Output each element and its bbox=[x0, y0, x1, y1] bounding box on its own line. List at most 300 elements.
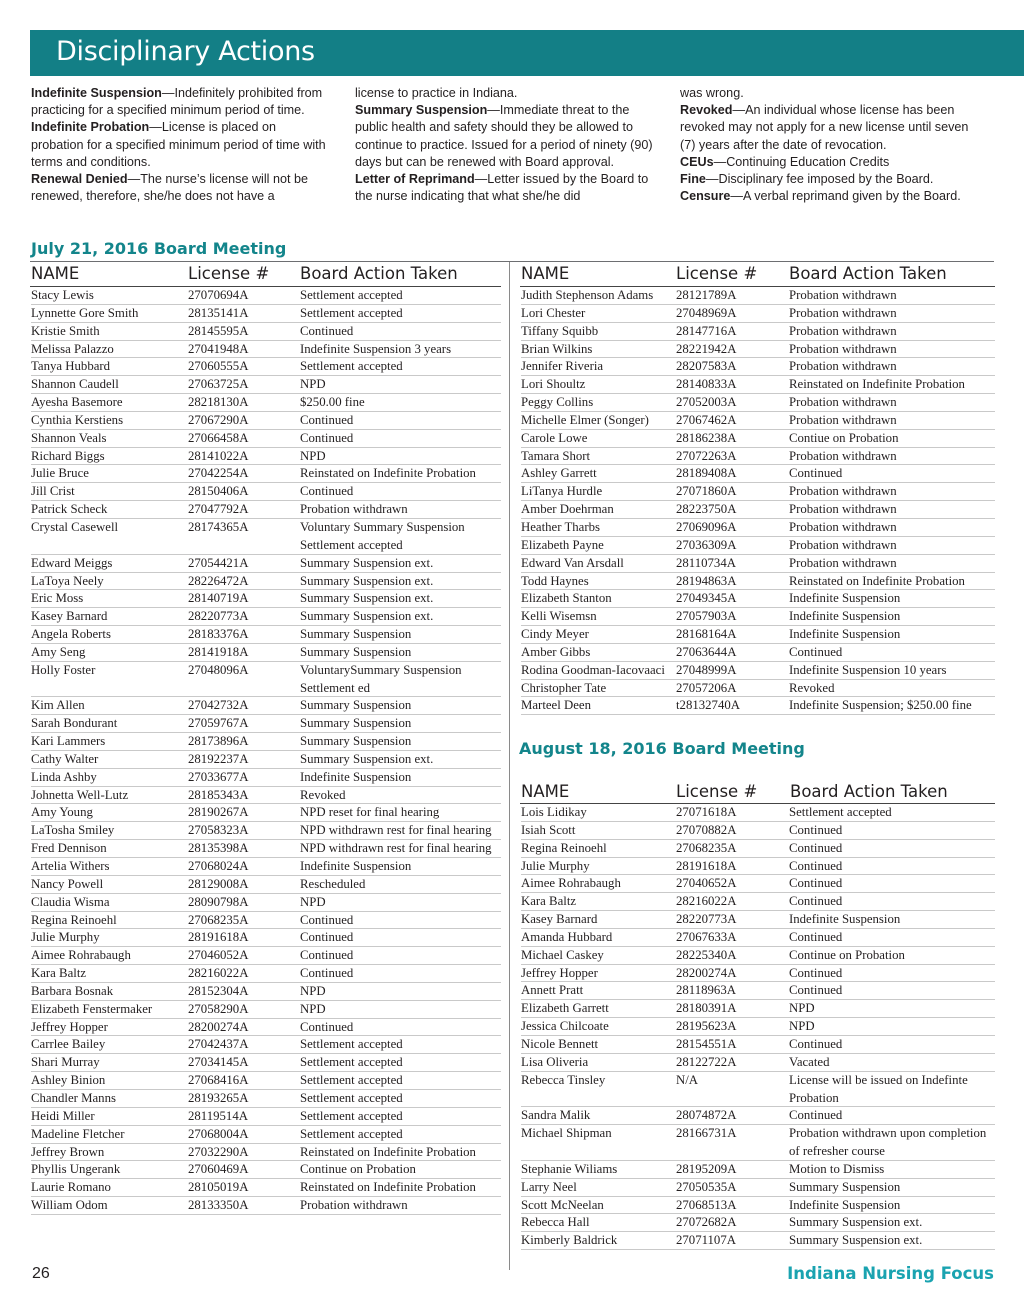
table-row bbox=[521, 608, 995, 626]
meeting-1-table-left bbox=[31, 287, 501, 1215]
header-license: License # bbox=[188, 264, 270, 283]
definition-text: —Continuing Education Credits bbox=[713, 154, 890, 169]
board-action: Continued bbox=[300, 1019, 354, 1034]
journal-name: Indiana Nursing Focus bbox=[787, 1264, 994, 1283]
table-row bbox=[521, 465, 995, 483]
board-action: Summary Suspension ext. bbox=[300, 591, 434, 606]
definitions-column-2 bbox=[355, 85, 665, 205]
table-row bbox=[31, 358, 501, 376]
license-number: 28122722A bbox=[676, 1054, 737, 1069]
header-action: Board Action Taken bbox=[789, 264, 947, 283]
board-action: Settlement accepted bbox=[300, 1073, 403, 1088]
license-number: 27063644A bbox=[676, 644, 737, 659]
nurse-name: Rebecca Tinsley bbox=[521, 1072, 606, 1087]
license-number: 28189408A bbox=[676, 466, 737, 481]
board-action: Continue on Probation bbox=[789, 947, 905, 962]
license-number: 27068235A bbox=[188, 912, 249, 927]
license-number: 27070694A bbox=[188, 288, 249, 302]
board-action: Continued bbox=[300, 930, 354, 945]
table-row bbox=[31, 733, 501, 751]
nurse-name: Fred Dennison bbox=[31, 841, 107, 856]
table-row bbox=[521, 341, 995, 359]
table-row bbox=[521, 555, 995, 573]
license-number: 28225340A bbox=[676, 947, 737, 962]
table-row bbox=[521, 1107, 995, 1125]
column-divider bbox=[509, 262, 510, 1270]
license-number: 27054421A bbox=[188, 555, 249, 570]
table-row bbox=[521, 965, 995, 983]
board-action: Probation withdrawn bbox=[789, 448, 897, 463]
nurse-name: Nicole Bennett bbox=[521, 1036, 599, 1051]
license-number: 28110734A bbox=[676, 555, 736, 570]
table-row bbox=[521, 1000, 995, 1018]
table-row bbox=[521, 1161, 995, 1179]
table-row bbox=[31, 965, 501, 983]
definition-term: Revoked bbox=[680, 103, 733, 118]
license-number: 27057206A bbox=[676, 680, 737, 695]
board-action: Indefinite Suspension bbox=[300, 859, 412, 873]
nurse-name: Peggy Collins bbox=[521, 395, 594, 410]
board-action: Probation withdrawn bbox=[789, 484, 897, 499]
license-number: 28140833A bbox=[676, 377, 737, 392]
board-action: Settlement accepted bbox=[300, 1055, 403, 1070]
license-number: 27033677A bbox=[188, 769, 249, 784]
nurse-name: Regina Reinoehl bbox=[31, 912, 117, 927]
nurse-name: Melissa Palazzo bbox=[31, 341, 114, 356]
board-action: Indefinite Suspension 10 years bbox=[789, 662, 947, 677]
definition-term: Renewal Denied bbox=[31, 172, 128, 187]
definition-text: —An individual whose license has been revoked may not apply for a new license until seven (7) years after the date of revocation. bbox=[680, 103, 969, 152]
board-action: Continued bbox=[300, 966, 354, 981]
nurse-name: Claudia Wisma bbox=[31, 894, 110, 909]
nurse-name: Patrick Scheck bbox=[31, 502, 108, 517]
license-number: 27058323A bbox=[188, 823, 249, 838]
table-row bbox=[31, 751, 501, 769]
table-row bbox=[521, 323, 995, 341]
license-number: 27052003A bbox=[676, 395, 737, 410]
nurse-name: Kelli Wisemsn bbox=[521, 609, 597, 624]
nurse-name: Angela Roberts bbox=[31, 627, 111, 642]
board-action: Indefinite Suspension bbox=[789, 591, 901, 606]
license-number: 27070882A bbox=[676, 822, 737, 837]
license-number: 27068235A bbox=[676, 840, 737, 855]
license-number: 28183376A bbox=[188, 627, 249, 642]
board-action: Continued bbox=[300, 430, 354, 445]
license-number: 28193265A bbox=[188, 1090, 249, 1105]
license-number: 27050535A bbox=[676, 1179, 737, 1194]
board-action: Summary Suspension ext. bbox=[300, 573, 434, 588]
table-row bbox=[31, 1001, 501, 1019]
board-action: Probation withdrawn bbox=[300, 1198, 408, 1213]
nurse-name: Kasey Barnard bbox=[31, 609, 108, 624]
table-row bbox=[521, 893, 995, 911]
license-number: 27069096A bbox=[676, 519, 737, 534]
board-action: Probation withdrawn bbox=[789, 537, 897, 552]
table-row bbox=[521, 1036, 995, 1054]
board-action: Continued bbox=[789, 1036, 843, 1051]
board-action: Rescheduled bbox=[300, 876, 366, 891]
nurse-name: Rebecca Hall bbox=[521, 1215, 590, 1230]
table-row bbox=[31, 1179, 501, 1197]
license-number: 28141918A bbox=[188, 644, 249, 659]
board-action: Indefinite Suspension bbox=[789, 1197, 901, 1212]
nurse-name: Julie Bruce bbox=[31, 466, 89, 481]
nurse-name: Ashley Binion bbox=[31, 1073, 106, 1088]
table-row bbox=[521, 430, 995, 448]
table-row bbox=[521, 394, 995, 412]
table-row bbox=[521, 519, 995, 537]
license-number: 27068416A bbox=[188, 1073, 249, 1088]
board-action: Summary Suspension ext. bbox=[789, 1233, 923, 1248]
table-header-meeting-2 bbox=[521, 782, 995, 804]
nurse-name: Artelia Withers bbox=[31, 859, 110, 873]
nurse-name: Heather Tharbs bbox=[521, 519, 600, 534]
table-row bbox=[521, 501, 995, 519]
license-number: N/A bbox=[676, 1072, 699, 1087]
table-row bbox=[31, 483, 501, 501]
nurse-name: Tiffany Squibb bbox=[521, 323, 599, 338]
table-row bbox=[521, 483, 995, 501]
header-action: Board Action Taken bbox=[300, 264, 458, 283]
definition-text: —A verbal reprimand given by the Board. bbox=[730, 189, 961, 204]
license-number: 27040652A bbox=[676, 876, 737, 891]
board-action: Reinstated on Indefinite Probation bbox=[300, 1180, 476, 1195]
nurse-name: Linda Ashby bbox=[31, 769, 97, 784]
nurse-name: Kari Lammers bbox=[31, 734, 106, 749]
license-number: 27072263A bbox=[676, 448, 737, 463]
nurse-name: Elizabeth Payne bbox=[521, 537, 604, 552]
license-number: 28191618A bbox=[188, 930, 249, 945]
board-action: Settlement accepted bbox=[300, 1090, 403, 1105]
license-number: 27048096A bbox=[188, 662, 249, 677]
table-row bbox=[521, 1197, 995, 1215]
board-action: Probation withdrawn upon completion of refresher course bbox=[789, 1126, 987, 1159]
nurse-name: Rodina Goodman-Iacovaaci bbox=[521, 662, 665, 677]
board-action: Continued bbox=[300, 412, 354, 427]
table-row bbox=[521, 858, 995, 876]
nurse-name: Aimee Rohrabaugh bbox=[521, 876, 621, 891]
nurse-name: Cindy Meyer bbox=[521, 627, 589, 642]
table-row bbox=[31, 858, 501, 876]
license-number: 27063725A bbox=[188, 377, 249, 392]
nurse-name: Elizabeth Garrett bbox=[521, 1001, 609, 1016]
board-action: Continued bbox=[789, 965, 843, 980]
board-action: Probation withdrawn bbox=[789, 502, 897, 517]
table-row bbox=[31, 1019, 501, 1037]
board-action: Indefinite Suspension bbox=[300, 769, 412, 784]
license-number: 27068024A bbox=[188, 859, 249, 873]
license-number: 27072682A bbox=[676, 1215, 737, 1230]
board-action: Continued bbox=[300, 912, 354, 927]
definition bbox=[680, 154, 980, 171]
nurse-name: Kimberly Baldrick bbox=[521, 1233, 618, 1248]
definition bbox=[31, 119, 331, 171]
board-action: Probation withdrawn bbox=[789, 395, 897, 410]
board-action: NPD bbox=[300, 1001, 326, 1016]
table-row bbox=[521, 929, 995, 947]
license-number: 28186238A bbox=[676, 430, 737, 445]
nurse-name: Holly Foster bbox=[31, 662, 96, 677]
nurse-name: Todd Haynes bbox=[521, 573, 589, 588]
nurse-name: Stacy Lewis bbox=[31, 288, 94, 302]
header-name: NAME bbox=[521, 264, 570, 283]
license-number: 28145595A bbox=[188, 323, 249, 338]
nurse-name: Madeline Fletcher bbox=[31, 1126, 125, 1141]
nurse-name: Christopher Tate bbox=[521, 680, 607, 695]
meeting-2-table bbox=[521, 804, 995, 1250]
license-number: 28216022A bbox=[188, 966, 249, 981]
board-action: Summary Suspension bbox=[300, 734, 412, 749]
board-action: Probation withdrawn bbox=[789, 359, 897, 374]
license-number: 28168164A bbox=[676, 627, 737, 642]
table-row bbox=[31, 983, 501, 1001]
nurse-name: Lynnette Gore Smith bbox=[31, 305, 139, 320]
nurse-name: Kara Baltz bbox=[521, 894, 577, 909]
license-number: 28074872A bbox=[676, 1108, 737, 1123]
license-number: 27068004A bbox=[188, 1126, 249, 1141]
nurse-name: Lois Lidikay bbox=[521, 805, 587, 819]
table-row bbox=[31, 1072, 501, 1090]
table-row bbox=[521, 1125, 995, 1161]
table-row bbox=[31, 715, 501, 733]
board-action: NPD bbox=[300, 983, 326, 998]
table-row bbox=[31, 876, 501, 894]
license-number: 28190267A bbox=[188, 805, 249, 820]
license-number: 28200274A bbox=[188, 1019, 249, 1034]
nurse-name: Eric Moss bbox=[31, 591, 84, 606]
table-row bbox=[31, 287, 501, 305]
nurse-name: William Odom bbox=[31, 1198, 108, 1213]
license-number: 27042437A bbox=[188, 1037, 249, 1052]
meeting-2-title: August 18, 2016 Board Meeting bbox=[519, 739, 805, 758]
license-number: 27041948A bbox=[188, 341, 249, 356]
definition bbox=[31, 171, 331, 205]
board-action: Summary Suspension ext. bbox=[300, 609, 434, 624]
board-action: NPD bbox=[300, 894, 326, 909]
nurse-name: Stephanie Wiliams bbox=[521, 1161, 618, 1176]
nurse-name: Richard Biggs bbox=[31, 448, 105, 463]
table-row bbox=[521, 1054, 995, 1072]
table-row bbox=[31, 1054, 501, 1072]
nurse-name: LaToya Neely bbox=[31, 573, 104, 588]
nurse-name: Marteel Deen bbox=[521, 698, 591, 713]
board-action: Continued bbox=[789, 466, 843, 481]
license-number: 28218130A bbox=[188, 395, 249, 410]
license-number: 28166731A bbox=[676, 1126, 737, 1141]
nurse-name: Edward Van Arsdall bbox=[521, 555, 624, 570]
nurse-name: Scott McNeelan bbox=[521, 1197, 604, 1212]
board-action: Summary Suspension bbox=[789, 1179, 901, 1194]
board-action: Continued bbox=[300, 484, 354, 499]
license-number: 27060469A bbox=[188, 1162, 249, 1177]
table-row bbox=[521, 662, 995, 680]
board-action: Continued bbox=[789, 983, 843, 998]
nurse-name: Ashley Garrett bbox=[521, 466, 597, 481]
table-row bbox=[31, 519, 501, 555]
license-number: 28194863A bbox=[676, 573, 737, 588]
nurse-name: Larry Neel bbox=[521, 1179, 577, 1194]
nurse-name: Julie Murphy bbox=[31, 930, 100, 945]
nurse-name: Lori Shoultz bbox=[521, 377, 586, 392]
license-number: 27034145A bbox=[188, 1055, 249, 1070]
license-number: 28220773A bbox=[188, 609, 249, 624]
nurse-name: Judith Stephenson Adams bbox=[521, 288, 654, 302]
definition-text: —Indefinitely prohibited from practicing for a specified minimum period of time. bbox=[31, 86, 323, 118]
nurse-name: Annett Pratt bbox=[521, 983, 584, 998]
license-number: 28207583A bbox=[676, 359, 737, 374]
nurse-name: Heidi Miller bbox=[31, 1108, 95, 1123]
table-row bbox=[31, 341, 501, 359]
board-action: Continued bbox=[789, 822, 843, 837]
nurse-name: Lisa Oliveria bbox=[521, 1054, 589, 1069]
board-action: NPD bbox=[300, 377, 326, 392]
board-action: Probation withdrawn bbox=[789, 288, 897, 302]
table-row bbox=[31, 394, 501, 412]
board-action: Revoked bbox=[789, 680, 835, 695]
nurse-name: Sandra Malik bbox=[521, 1108, 591, 1123]
nurse-name: Shari Murray bbox=[31, 1055, 100, 1070]
definition-text: was wrong. bbox=[680, 86, 744, 100]
license-number: 28174365A bbox=[188, 519, 249, 534]
license-number: 28135141A bbox=[188, 305, 249, 320]
license-number: 28226472A bbox=[188, 573, 249, 588]
nurse-name: Cynthia Kerstiens bbox=[31, 412, 124, 427]
table-header-right bbox=[521, 264, 995, 286]
table-row bbox=[521, 448, 995, 466]
table-row bbox=[521, 1179, 995, 1197]
definitions-column-3 bbox=[680, 85, 980, 205]
definition-term: CEUs bbox=[680, 154, 714, 169]
section-rule bbox=[30, 261, 994, 262]
nurse-name: Shannon Veals bbox=[31, 430, 107, 445]
nurse-name: Brian Wilkins bbox=[521, 341, 593, 356]
nurse-name: Phyllis Ungerank bbox=[31, 1162, 121, 1177]
license-number: 27071107A bbox=[676, 1233, 736, 1248]
nurse-name: Shannon Caudell bbox=[31, 377, 119, 392]
nurse-name: Aimee Rohrabaugh bbox=[31, 948, 131, 963]
table-row bbox=[31, 626, 501, 644]
nurse-name: Carole Lowe bbox=[521, 430, 588, 445]
board-action: Reinstated on Indefinite Probation bbox=[789, 573, 965, 588]
board-action: Indefinite Suspension bbox=[789, 912, 901, 927]
board-action: $250.00 fine bbox=[300, 395, 365, 410]
board-action: NPD reset for final hearing bbox=[300, 805, 440, 820]
nurse-name: Elizabeth Stanton bbox=[521, 591, 612, 606]
board-action: Summary Suspension bbox=[300, 627, 412, 642]
table-row bbox=[521, 911, 995, 929]
table-row bbox=[31, 1108, 501, 1126]
board-action: NPD bbox=[789, 1019, 815, 1034]
license-number: 27048969A bbox=[676, 305, 737, 320]
nurse-name: Edward Meiggs bbox=[31, 555, 113, 570]
board-action: NPD bbox=[300, 448, 326, 463]
title-banner bbox=[30, 30, 1024, 76]
table-row bbox=[521, 1018, 995, 1036]
nurse-name: Amanda Hubbard bbox=[521, 929, 613, 944]
board-action: Probation withdrawn bbox=[789, 412, 897, 427]
license-number: 28185343A bbox=[188, 787, 249, 802]
table-row bbox=[31, 1161, 501, 1179]
definition-term: Indefinite Probation bbox=[31, 120, 150, 135]
board-action: Reinstated on Indefinite Probation bbox=[789, 377, 965, 392]
board-action: Probation withdrawn bbox=[789, 555, 897, 570]
page-number: 26 bbox=[32, 1265, 50, 1282]
table-row bbox=[31, 430, 501, 448]
nurse-name: Lori Chester bbox=[521, 305, 586, 320]
table-row bbox=[31, 894, 501, 912]
board-action: Summary Suspension bbox=[300, 716, 412, 731]
license-number: 27058290A bbox=[188, 1001, 249, 1016]
board-action: Settlement accepted bbox=[300, 288, 403, 302]
definition bbox=[680, 85, 980, 102]
board-action: Summary Suspension ext. bbox=[789, 1215, 923, 1230]
board-action: Continued bbox=[789, 894, 843, 909]
license-number: 27067290A bbox=[188, 412, 249, 427]
license-number: 28154551A bbox=[676, 1036, 737, 1051]
nurse-name: Kristie Smith bbox=[31, 323, 100, 338]
table-header-left bbox=[31, 264, 501, 286]
license-number: 28150406A bbox=[188, 484, 249, 499]
board-action: Settlement accepted bbox=[300, 1126, 403, 1141]
meeting-1-title: July 21, 2016 Board Meeting bbox=[31, 239, 287, 258]
board-action: Probation withdrawn bbox=[789, 305, 897, 320]
table-row bbox=[31, 662, 501, 698]
license-number: 27068513A bbox=[676, 1197, 737, 1212]
board-action: Summary Suspension ext. bbox=[300, 751, 434, 766]
table-row bbox=[31, 912, 501, 930]
license-number: 28119514A bbox=[188, 1108, 248, 1123]
license-number: 28220773A bbox=[676, 912, 737, 927]
definition-term: Indefinite Suspension bbox=[31, 86, 162, 100]
table-row bbox=[31, 1090, 501, 1108]
board-action: Probation withdrawn bbox=[789, 323, 897, 338]
table-row bbox=[521, 412, 995, 430]
table-row bbox=[31, 804, 501, 822]
license-number: 28129008A bbox=[188, 876, 249, 891]
board-action: Vacated bbox=[789, 1054, 830, 1069]
board-action: Voluntary Summary Suspension Settlement accepted bbox=[300, 519, 465, 552]
board-action: Continued bbox=[300, 323, 354, 338]
table-row bbox=[31, 573, 501, 591]
board-action: Settlement accepted bbox=[300, 1037, 403, 1052]
license-number: 27047792A bbox=[188, 502, 249, 517]
table-row bbox=[31, 376, 501, 394]
board-action: Settlement accepted bbox=[300, 1108, 403, 1123]
table-row bbox=[31, 644, 501, 662]
table-row bbox=[521, 1214, 995, 1232]
nurse-name: Michael Shipman bbox=[521, 1126, 612, 1141]
table-row bbox=[521, 590, 995, 608]
board-action: Settlement accepted bbox=[300, 359, 403, 374]
board-action: Continued bbox=[789, 1108, 843, 1123]
nurse-name: Cathy Walter bbox=[31, 751, 99, 766]
nurse-name: Jessica Chilcoate bbox=[521, 1019, 609, 1034]
board-action: Indefinite Suspension bbox=[789, 609, 901, 624]
table-row bbox=[31, 697, 501, 715]
board-action: License will be issued on Indefinte Probation bbox=[789, 1072, 968, 1105]
nurse-name: Amber Doehrman bbox=[521, 502, 614, 517]
board-action: Settlement accepted bbox=[300, 305, 403, 320]
nurse-name: Tanya Hubbard bbox=[31, 359, 111, 374]
table-row bbox=[521, 376, 995, 394]
table-row bbox=[31, 323, 501, 341]
board-action: Continued bbox=[789, 876, 843, 891]
license-number: 28090798A bbox=[188, 894, 249, 909]
nurse-name: Jeffrey Hopper bbox=[521, 965, 598, 980]
board-action: Indefinite Suspension; $250.00 fine bbox=[789, 698, 972, 713]
nurse-name: Johnetta Well-Lutz bbox=[31, 787, 129, 802]
table-row bbox=[521, 626, 995, 644]
